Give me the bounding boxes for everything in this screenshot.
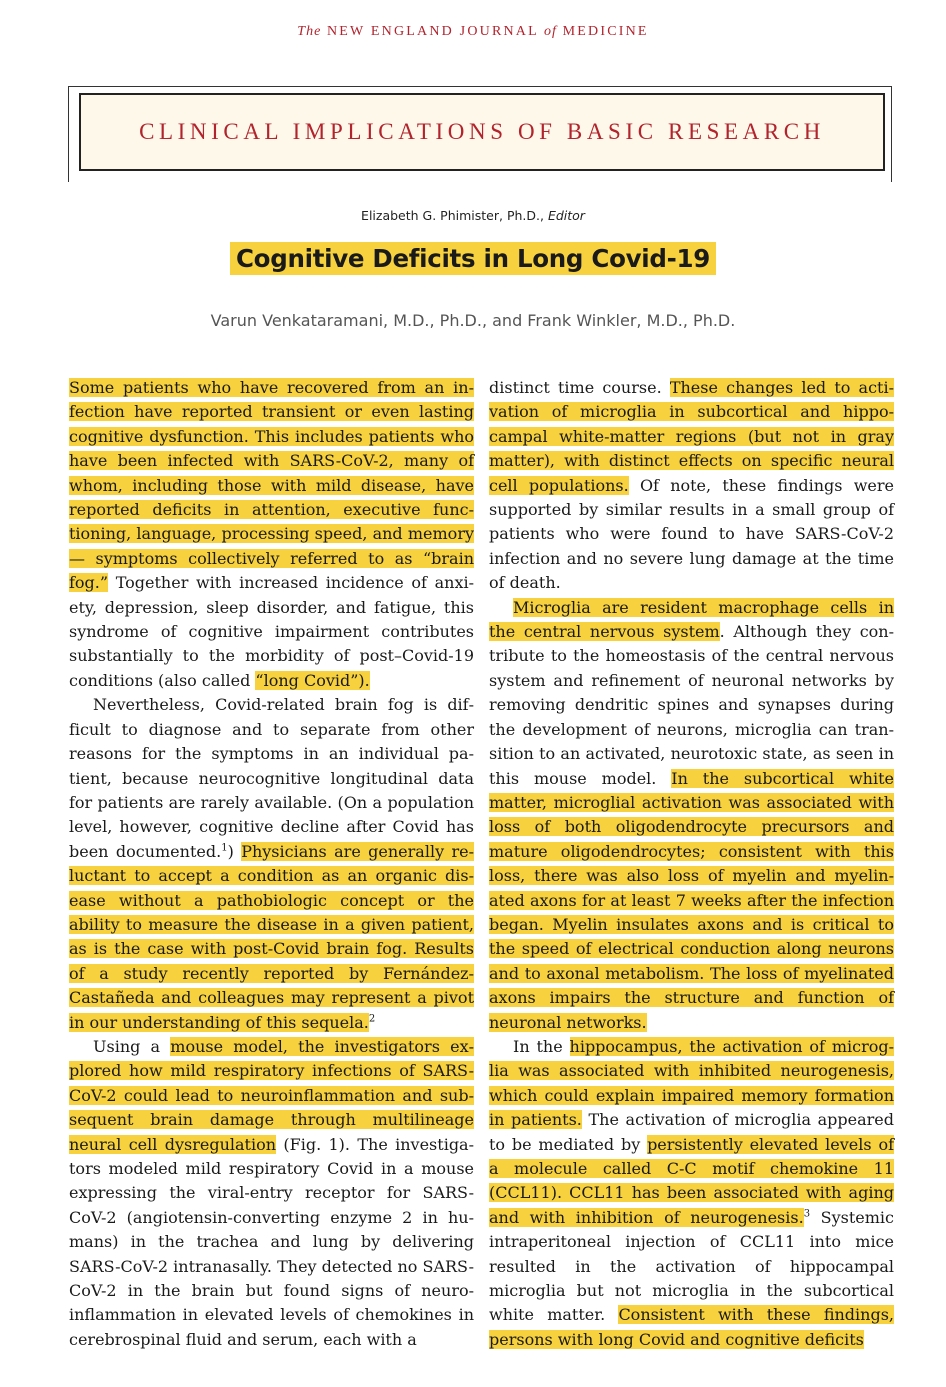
body-column-left xyxy=(69,376,474,1352)
highlight: Physicians are generally reluctant to accept a condition as an organic disease without a pathobiologic concept or the ability to measure the disease in a given patient, as is the case with post-Covid brain fog. Results of a study recently reported by Fernández-Castañeda and colleagues may represent a pivot in our understanding of this sequela. xyxy=(69,841,475,1032)
text-run: In the xyxy=(513,1036,570,1056)
text-run: Using a xyxy=(93,1036,171,1056)
journal-header-of: of xyxy=(544,24,557,39)
journal-header-name-2: MEDICINE xyxy=(562,24,649,39)
body-column-right xyxy=(489,376,894,1352)
editor-line xyxy=(0,208,946,223)
citation-1: 1 xyxy=(221,842,228,854)
section-banner xyxy=(79,93,885,171)
article-title: Cognitive Deficits in Long Covid-19 xyxy=(230,242,716,275)
text-run: Of note, these findings were supported by similar results in a small group of patients who were found to have SARS-CoV-2 infection and no severe lung damage at the time of death. xyxy=(489,475,894,593)
editor-role: Editor xyxy=(547,208,585,223)
paragraph-3-continued xyxy=(489,376,894,596)
highlight: Consistent with these findings, persons with long Covid and cognitive deficits xyxy=(489,1305,895,1349)
highlight: These changes led to activation of microglia in subcortical and hippocampal white-matter regions (but not in gray matter), with distinct effects on specific neural cell populations. xyxy=(489,378,895,495)
paragraph-5 xyxy=(489,1035,894,1352)
highlight: In the subcortical white matter, microglial activation was associated with loss of both oligodendrocyte precursors and mature oligodendrocytes; consistent with this loss, there was also loss of myelin and myelinated axons for at least 7 weeks after the infection began. Myelin insulates axons and is critical to the speed of electrical conduction along neurons and to axonal metabolism. The loss of myelinated axons impairs the structure and function of neuronal networks. xyxy=(489,768,895,1032)
text-run: distinct time course. xyxy=(489,378,670,397)
highlight: Some patients who have recovered from an infection have reported transient or even lasting cognitive dysfunction. This includes patients who have been infected with SARS-CoV-2, many of whom, including those with mild disease, have reported deficits in attention, executive functioning, language, processing speed, and memory — symptoms collectively referred to as “brain fog.” xyxy=(69,378,474,593)
journal-header xyxy=(0,24,946,40)
section-title: CLINICAL IMPLICATIONS OF BASIC RESEARCH xyxy=(139,119,825,144)
highlight: hippocampus, the activation of microglia was associated with inhibited neurogenesis, which could explain impaired memory formation in patients. xyxy=(489,1036,894,1130)
text-run: Systemic intraperitoneal injection of CCL11 into mice resulted in the activation of hippocampal microglia but not microglia in the subcortical white matter. xyxy=(489,1207,895,1325)
highlight: “long Covid”). xyxy=(255,670,370,690)
paragraph-1 xyxy=(69,376,474,693)
highlight: persistently elevated levels of a molecule called C-C motif chemokine 11 (CCL11). CCL11 has been associated with aging and with inhibition of neurogenesis. xyxy=(489,1134,894,1227)
highlight: Microglia are resident macrophage cells in the central nervous system xyxy=(489,597,894,642)
text-run: Together with increased incidence of anxiety, depression, sleep disorder, and fatigue, this syndrome of cognitive impairment contributes substantially to the morbidity of post–Covid-19 conditions (also called xyxy=(69,573,474,690)
highlight: mouse model, the investigators explored how mild respiratory infections of SARS-CoV-2 could lead to neuroinflammation and subsequent brain damage through multilineage neural cell dysregulation xyxy=(69,1036,474,1154)
citation-3: 3 xyxy=(803,1208,811,1220)
journal-header-the: The xyxy=(297,24,322,39)
article-title-wrap xyxy=(0,242,946,275)
paragraph-4 xyxy=(489,596,894,1035)
paragraph-3 xyxy=(69,1035,474,1352)
article-authors: Varun Venkataramani, M.D., Ph.D., and Frank Winkler, M.D., Ph.D. xyxy=(210,311,736,330)
text-run: (Fig. 1). The investigators modeled mild respiratory Covid in a mouse expressing the viral-entry receptor for SARS-CoV-2 (angiotensin-converting enzyme 2 in humans) in the trachea and lung by delivering SARS-CoV-2 intranasally. They detected no SARS-CoV-2 in the brain but found signs of neuroinflammation in elevated levels of chemokines in cerebrospinal fluid and serum, each with a xyxy=(69,1134,475,1349)
editor-name: Elizabeth G. Phimister, Ph.D., xyxy=(361,208,544,223)
journal-header-name-1: NEW ENGLAND JOURNAL xyxy=(327,24,539,39)
text-run: . Although they contribute to the homeostasis of the central nervous system and refinement of neuronal networks by removing dendritic spines and synapses during the development of neurons, microglia can transition to an activated, neurotoxic state, as seen in this mouse model. xyxy=(489,622,894,788)
text-run: ) xyxy=(227,841,242,861)
citation-2: 2 xyxy=(368,1013,376,1025)
text-run: Nevertheless, Covid-related brain fog is difficult to diagnose and to separate from other reasons for the symptoms in an individual patient, because neurocognitive longitudinal data for patients are rarely available. (On a population level, however, cognitive decline after Covid has been documented. xyxy=(69,695,474,861)
paragraph-2 xyxy=(69,693,474,1035)
text-run: The activation of microglia appeared to be mediated by xyxy=(489,1110,894,1154)
